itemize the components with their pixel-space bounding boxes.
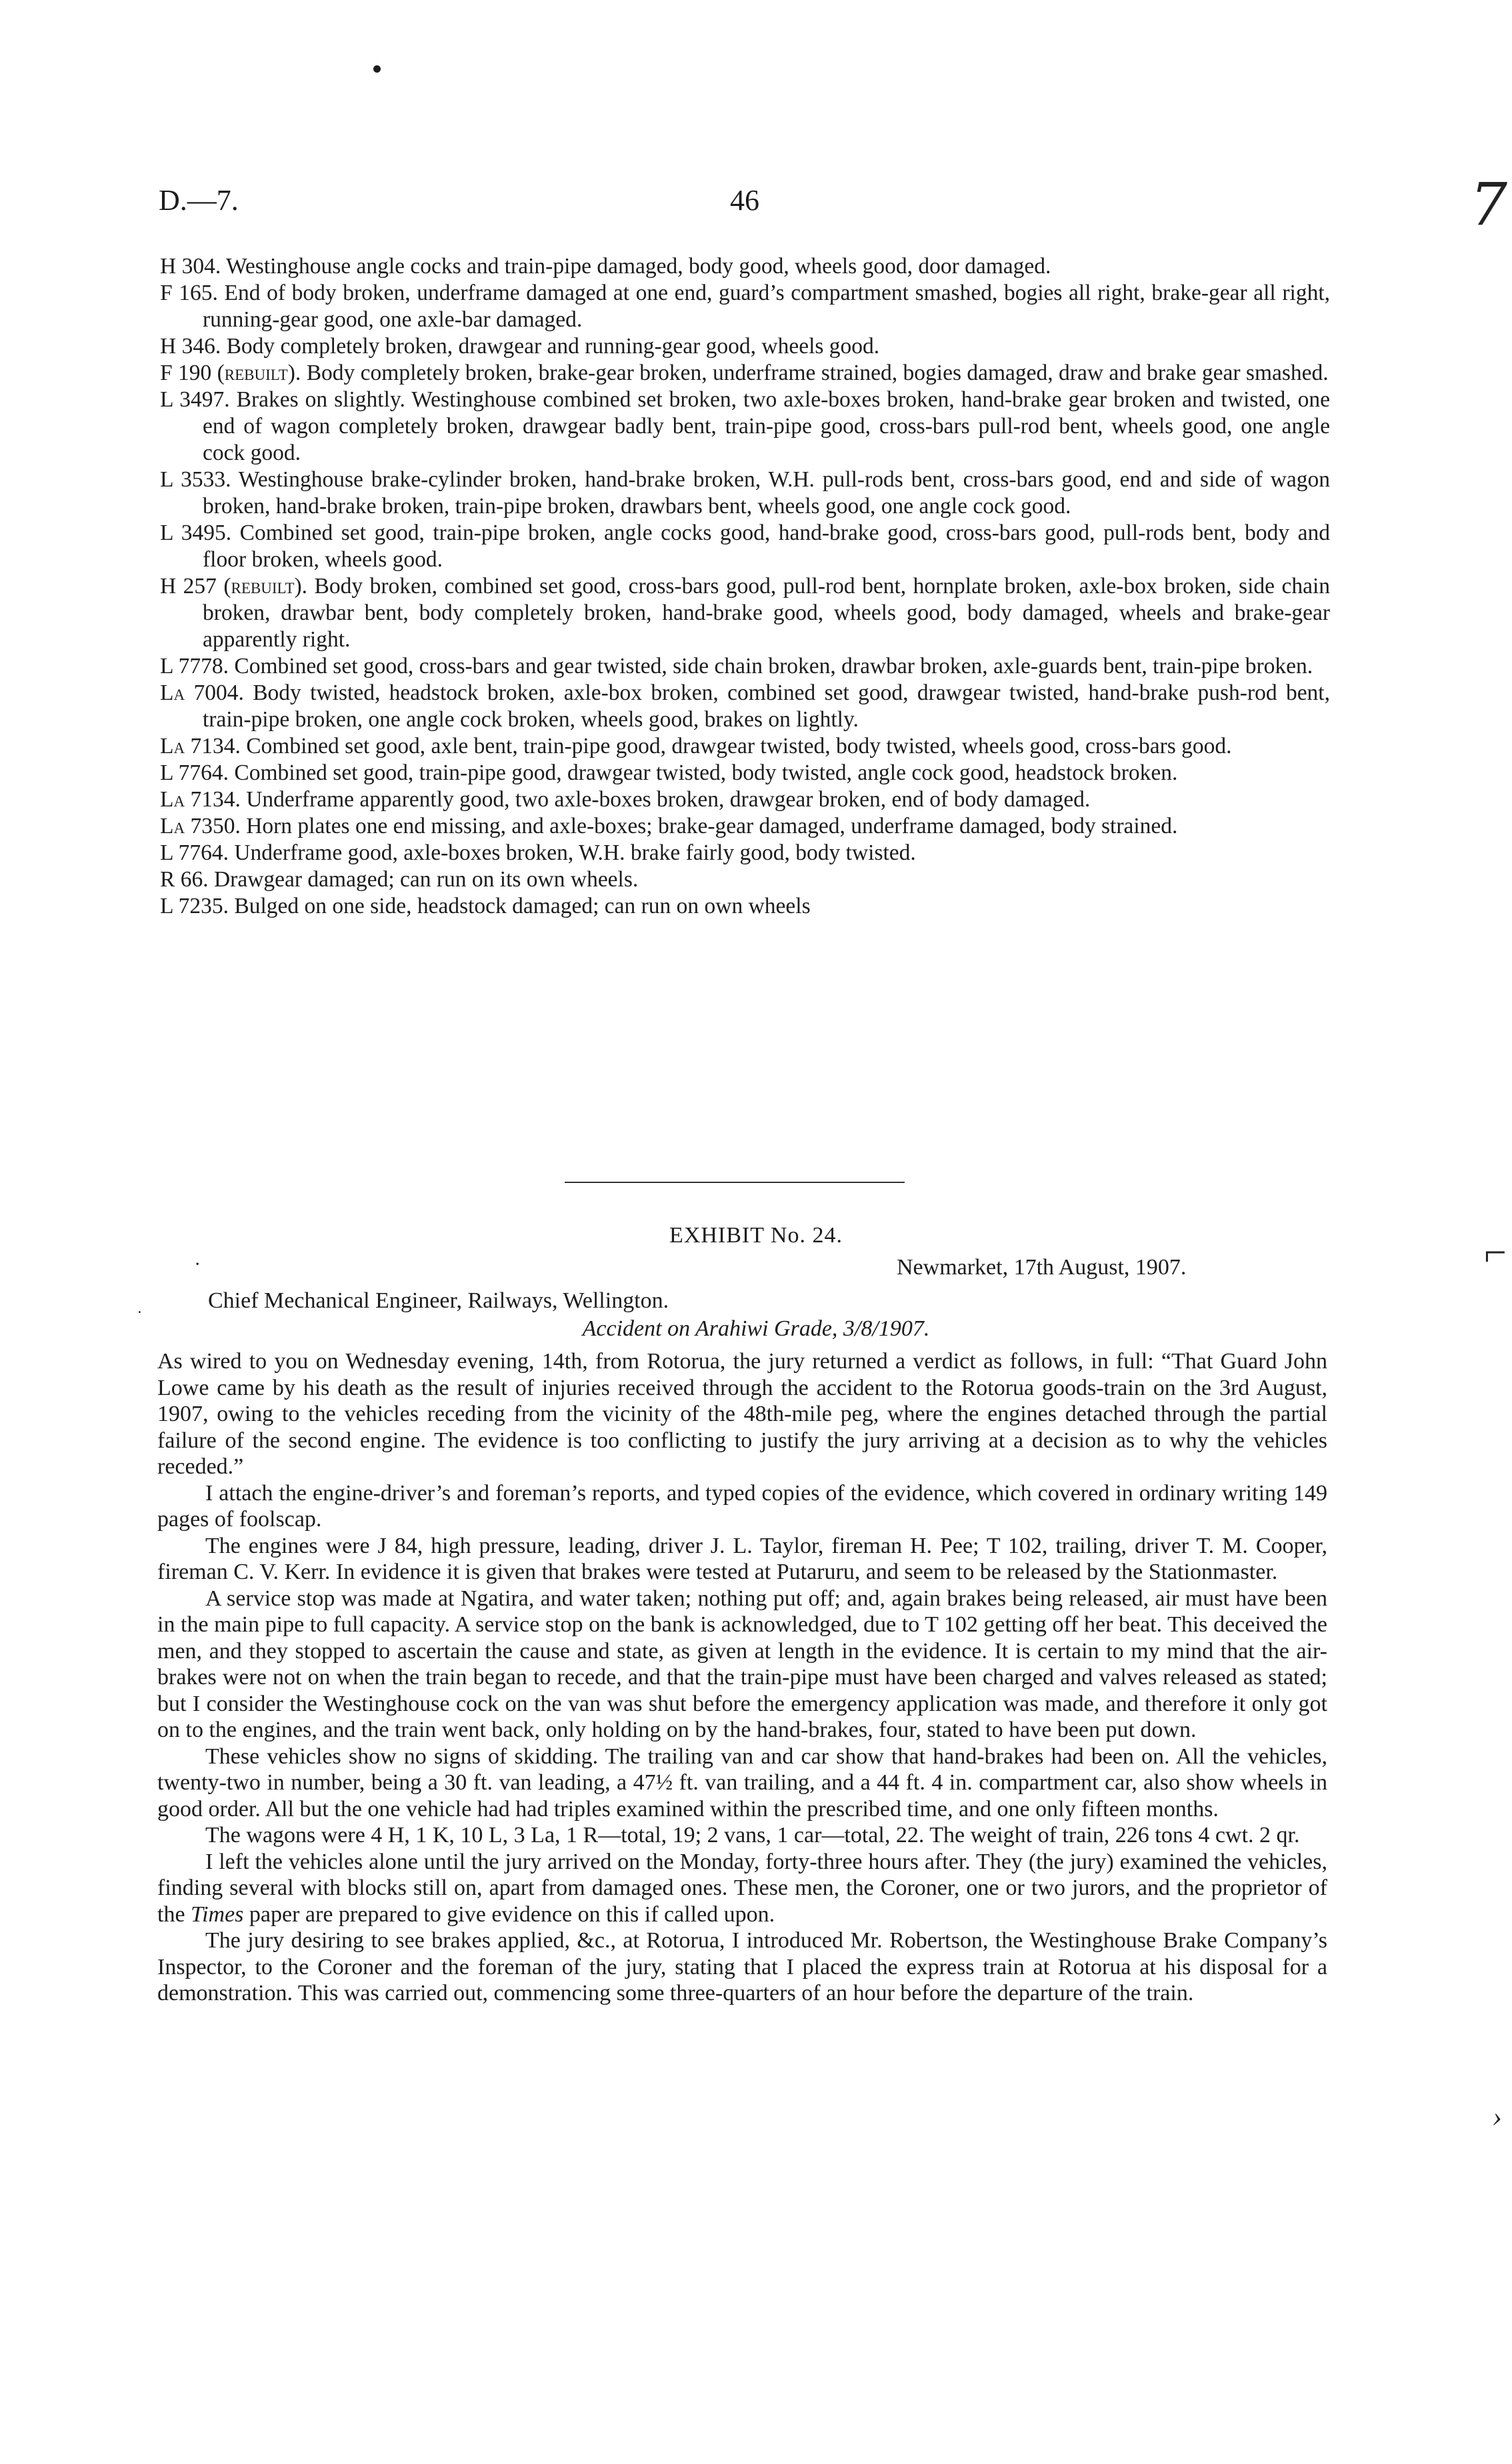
list-item <box>160 893 1330 920</box>
vehicle-code: La 7350. <box>160 814 241 838</box>
list-item <box>160 520 1330 573</box>
paragraph: These vehicles show no signs of skidding. The trailing van and car show that hand-brakes had been on. All the vehicles, twenty-two in number, being a 30 ft. van leading, a 47½ ft. van trailing, and a 44 ft. 4 in. compartment car, also show wheels in good order. All but the one vehicle had had triples examined within the prescribed time, and one only fifteen months. <box>157 1744 1327 1822</box>
damage-description: Underframe apparently good, two axle-boxes broken, drawgear broken, end of body damaged. <box>246 787 1091 812</box>
paragraph-text: paper are prepared to give evidence on this if called upon. <box>243 1901 775 1927</box>
list-item <box>160 387 1330 467</box>
margin-scan-mark-icon: › <box>1492 2100 1502 2133</box>
damage-description: Bulged on one side, headstock damaged; can run on own wheels <box>234 894 811 918</box>
margin-dot-icon: · <box>195 1253 200 1275</box>
damage-description: Brakes on slightly. Westinghouse combined set broken, two axle-boxes broken, hand-brake gear broken and twisted, one end of wagon completely broken, drawgear badly bent, train-pipe good, cross-bars pull-rod bent, wheels good, one angle cock good. <box>203 387 1330 465</box>
vehicle-code: L 3533. <box>160 467 231 492</box>
vehicle-code: L 7235. <box>160 894 229 918</box>
paragraph <box>157 1849 1327 1928</box>
paragraph: I attach the engine-driver’s and foreman’s reports, and typed copies of the evidence, which covered in ordinary writing 149 pages of foolscap. <box>157 1480 1327 1532</box>
damage-description: Combined set good, train-pipe broken, angle cocks good, hand-brake good, cross-bars good, pull-rods bent, body and floor broken, wheels good. <box>203 521 1331 572</box>
list-item <box>160 360 1330 387</box>
vehicle-code: L 7778. <box>160 654 229 678</box>
paragraph: The wagons were 4 H, 1 K, 10 L, 3 La, 1 R—total, 19; 2 vans, 1 car—total, 22. The weight of train, 226 tons 4 cwt. 2 qr. <box>205 1823 1300 1848</box>
list-item <box>160 253 1330 280</box>
list-item <box>160 866 1330 893</box>
list-item <box>160 733 1330 760</box>
newspaper-title: Times <box>191 1901 244 1927</box>
vehicle-code: La 7134. <box>160 734 241 758</box>
damage-description: Body twisted, headstock broken, axle-box broken, combined set good, drawgear twisted, hand-brake push-rod bent, train-pipe broken, one angle cock broken, wheels good, brakes on lightly. <box>203 680 1330 732</box>
damage-description: End of body broken, underframe damaged at one end, guard’s compartment smashed, bogies all right, brake-gear all right, running-gear good, one axle-bar damaged. <box>203 281 1330 332</box>
damage-description: Body broken, combined set good, cross-bars good, pull-rod bent, hornplate broken, axle-box broken, side chain broken, drawbar bent, body completely broken, hand-brake good, wheels good, body damaged, wheels and brake-gear apparently right. <box>203 574 1331 652</box>
vehicle-code: L 7764. <box>160 840 229 865</box>
list-item <box>160 653 1330 680</box>
ink-dot <box>373 65 381 73</box>
list-item <box>160 280 1330 333</box>
vehicle-code: F 190 (rebuilt). <box>160 361 301 385</box>
letter-body <box>157 1348 1327 2007</box>
damage-description: Horn plates one end missing, and axle-boxes; brake-gear damaged, underframe damaged, body strained. <box>246 814 1178 838</box>
vehicle-code: H 257 (rebuilt). <box>160 574 308 599</box>
vehicle-code: La 7004. <box>160 680 244 705</box>
section-divider <box>565 1182 905 1183</box>
vehicle-code: H 304. <box>160 254 221 279</box>
margin-dot-icon: . <box>138 1300 142 1317</box>
page-number: 46 <box>730 184 759 217</box>
vehicle-code: H 346. <box>160 334 221 359</box>
damage-description: Combined set good, axle bent, train-pipe good, drawgear twisted, body twisted, wheels good, cross-bars good. <box>246 734 1232 758</box>
paragraph-text: I left the vehicles alone until the jury arrived on the Monday, forty-three hours after. They (the jury) examined the vehicles, finding several with blocks still on, apart from damaged ones. These men, the Coroner, one or two jurors, and the proprietor of the <box>157 1849 1327 1927</box>
vehicle-code: L 3497. <box>160 387 230 412</box>
handwritten-margin-mark: 7 <box>1470 170 1507 239</box>
section-reference: D.—7. <box>159 184 239 217</box>
paragraph: The jury desiring to see brakes applied, &c., at Rotorua, I introduced Mr. Robertson, the Westinghouse Brake Company’s Inspector, to the Coroner and the foreman of the jury, stating that I placed the express train at Rotorua at his disposal for a demonstration. This was carried out, commencing some three-quarters of an hour before the departure of the train. <box>157 1928 1327 2005</box>
list-item <box>160 786 1330 813</box>
letter-addressee: Chief Mechanical Engineer, Railways, Wellington. <box>208 1288 669 1313</box>
letter-subject: Accident on Arahiwi Grade, 3/8/1907. <box>582 1316 930 1341</box>
damage-description: Body completely broken, drawgear and running-gear good, wheels good. <box>226 334 880 359</box>
margin-scan-mark-icon: ⌐ <box>1481 1230 1509 1274</box>
list-item <box>160 467 1330 520</box>
damage-description: Body completely broken, brake-gear broken, underframe strained, bogies damaged, draw and brake gear smashed. <box>306 361 1329 385</box>
paragraph: As wired to you on Wednesday evening, 14th, from Rotorua, the jury returned a verdict as follows, in full: “That Guard John Lowe came by his death as the result of injuries received through the accident to the Rotorua goods-train on the 3rd August, 1907, owing to the vehicles receding from the vicinity of the 48th-mile peg, where the engines detached through the partial failure of the second engine. The evidence is too conflicting to justify the jury arriving at a decision as to why the vehicles receded.” <box>157 1349 1327 1479</box>
list-item <box>160 840 1330 866</box>
damage-description: Underframe good, axle-boxes broken, W.H. brake fairly good, body twisted. <box>234 840 916 865</box>
vehicle-code: F 165. <box>160 281 218 305</box>
list-item <box>160 680 1330 733</box>
damage-description: Drawgear damaged; can run on its own wheels. <box>213 867 639 892</box>
vehicle-code: L 3495. <box>160 521 232 545</box>
vehicle-code: R 66. <box>160 867 209 892</box>
list-item <box>160 333 1330 360</box>
list-item <box>160 573 1330 653</box>
damage-description: Westinghouse angle cocks and train-pipe damaged, body good, wheels good, door damaged. <box>225 254 1051 279</box>
damage-description: Combined set good, cross-bars and gear twisted, side chain broken, drawbar broken, axle-guards bent, train-pipe broken. <box>234 654 1313 678</box>
vehicle-code: L 7764. <box>160 760 229 785</box>
list-item <box>160 760 1330 786</box>
letter-place-date: Newmarket, 17th August, 1907. <box>897 1255 1187 1280</box>
damage-description: Combined set good, train-pipe good, drawgear twisted, body twisted, angle cock good, headstock broken. <box>234 760 1178 785</box>
vehicle-damage-list <box>160 253 1330 920</box>
exhibit-title: EXHIBIT No. 24. <box>669 1223 843 1248</box>
paragraph: A service stop was made at Ngatira, and water taken; nothing put off; and, again brakes being released, air must have been in the main pipe to full capacity. A service stop on the bank is acknowledged, due to T 102 getting off her beat. This deceived the men, and they stopped to ascertain the cause and state, as given at length in the evidence. It is certain to my mind that the air-brakes were not on when the train began to recede, and that the train-pipe must have been charged and valves released as stated; but I consider the Westinghouse cock on the van was shut before the emergency application was made, and therefore it only got on to the engines, and the train went back, only holding on by the hand-brakes, four, stated to have been put down. <box>157 1586 1327 1742</box>
list-item <box>160 813 1330 840</box>
paragraph: The engines were J 84, high pressure, leading, driver J. L. Taylor, fireman H. Pee; T 102, trailing, driver T. M. Cooper, fireman C. V. Kerr. In evidence it is given that brakes were tested at Putaruru, and seem to be released by the Stationmaster. <box>157 1533 1327 1584</box>
vehicle-code: La 7134. <box>160 787 241 812</box>
damage-description: Westinghouse brake-cylinder broken, hand-brake broken, W.H. pull-rods bent, cross-bars good, end and side of wagon broken, hand-brake broken, train-pipe broken, drawbars bent, wheels good, one angle cock good. <box>203 467 1330 519</box>
